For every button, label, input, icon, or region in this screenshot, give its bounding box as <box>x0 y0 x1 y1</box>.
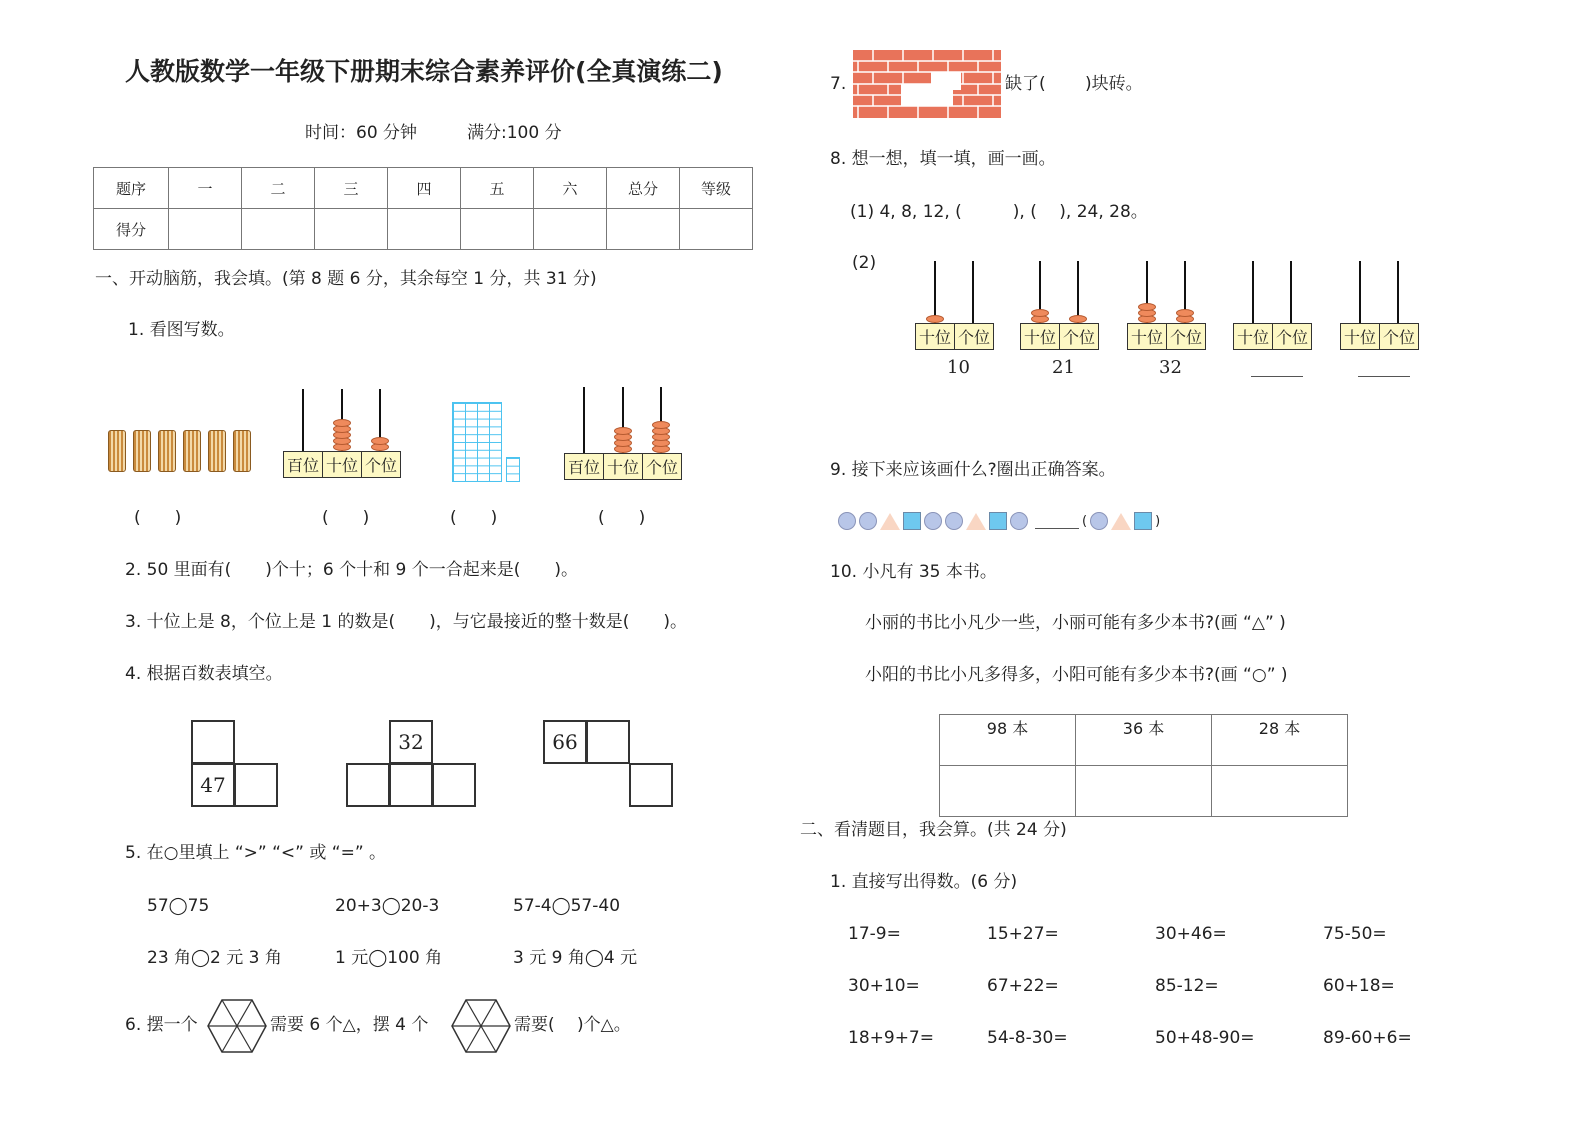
hexagon-icon <box>450 998 512 1054</box>
abacus-bead <box>371 437 389 445</box>
abacus-5 <box>1340 260 1432 350</box>
abacus-a <box>283 390 411 478</box>
place-label: 十位 <box>1021 324 1060 349</box>
abacus-bead <box>926 315 944 323</box>
place-label: 个位 <box>1383 328 1416 347</box>
arithmetic-problem[interactable]: 15+27= <box>987 924 1059 944</box>
abacus-bead <box>1031 309 1049 317</box>
draw-cell[interactable] <box>1076 766 1212 817</box>
answer-paren-1[interactable]: ( ) <box>134 508 182 528</box>
paren-close: ) <box>1155 513 1161 529</box>
place-value-base <box>1020 323 1099 350</box>
abacus-rod <box>934 261 936 323</box>
q8-part2-label: (2) <box>852 253 877 273</box>
number-cell[interactable] <box>586 720 630 764</box>
hexagon-icon <box>206 998 268 1054</box>
arithmetic-problem[interactable]: 89-60+6= <box>1323 1028 1412 1048</box>
place-label: 个位 <box>1276 328 1309 347</box>
draw-cell[interactable] <box>1212 766 1348 817</box>
place-value-base <box>1340 323 1419 350</box>
abacus-bead <box>1138 303 1156 311</box>
compare-item[interactable]: 20+3◯20-3 <box>335 896 440 916</box>
score-header: 题序 <box>94 168 169 209</box>
score-row-label: 得分 <box>94 209 169 250</box>
q8-text: 8. 想一想，填一填，画一画。 <box>830 149 1056 169</box>
place-value-base <box>915 323 994 350</box>
abacus-rod <box>1252 261 1254 323</box>
compare-item[interactable]: 57◯75 <box>147 896 210 916</box>
compare-item[interactable]: 23 角◯2 元 3 角 <box>147 948 282 968</box>
q2-text: 2. 50 里面有( )个十；6 个十和 9 个一合起来是( )。 <box>125 560 579 580</box>
place-label: 十位 <box>323 452 362 477</box>
place-label: 个位 <box>365 456 398 475</box>
q6-text-b: 需要 6 个△，摆 4 个 <box>270 1015 429 1035</box>
abacus-rod <box>1290 261 1292 323</box>
number-cell[interactable] <box>234 763 278 807</box>
abacus-3 <box>1127 260 1219 350</box>
score-header: 一 <box>169 168 242 209</box>
number-cell: 32 <box>389 720 433 764</box>
arithmetic-problem[interactable]: 67+22= <box>987 976 1059 996</box>
paren-open: ( <box>1082 513 1088 529</box>
answer-blank[interactable] <box>1251 376 1303 377</box>
stick-bundle-icon <box>158 430 176 472</box>
answer-paren-2[interactable]: ( ) <box>322 508 370 528</box>
arithmetic-problem[interactable]: 30+10= <box>848 976 920 996</box>
score-header: 五 <box>461 168 534 209</box>
abacus-bead <box>614 427 632 435</box>
stick-bundles <box>108 430 251 472</box>
abacus-rod <box>1077 261 1079 323</box>
q8-part1: (1) 4, 8, 12, ( ), ( ), 24, 28。 <box>850 202 1148 222</box>
abacus-rod <box>972 261 974 323</box>
number-cell: 47 <box>191 763 235 807</box>
circle-icon <box>924 512 942 530</box>
abacus-bead <box>333 419 351 427</box>
circle-icon <box>859 512 877 530</box>
score-table <box>93 167 753 250</box>
abacus-value: 21 <box>1052 357 1075 378</box>
q7-text: 缺了( )块砖。 <box>1005 74 1143 94</box>
time-info: 时间：60 分钟 <box>305 123 418 143</box>
circle-icon[interactable] <box>1090 512 1108 530</box>
abacus-1 <box>915 260 1007 350</box>
answer-blank[interactable] <box>1035 514 1079 529</box>
q6-text-a: 6. 摆一个 <box>125 1015 198 1035</box>
abacus-4 <box>1233 260 1325 350</box>
arithmetic-problem[interactable]: 17-9= <box>848 924 901 944</box>
q10-text: 10. 小凡有 35 本书。 <box>830 562 997 582</box>
place-label: 十位 <box>916 324 955 349</box>
abacus-b <box>564 388 698 480</box>
stick-bundle-icon <box>208 430 226 472</box>
compare-item[interactable]: 1 元◯100 角 <box>335 948 443 968</box>
q3-text: 3. 十位上是 8，个位上是 1 的数是( )，与它最接近的整十数是( )。 <box>125 612 687 632</box>
q9-text: 9. 接下来应该画什么?圈出正确答案。 <box>830 460 1116 480</box>
place-label: 十位 <box>1128 324 1167 349</box>
section-2-title: 二、看清题目，我会算。(共 24 分) <box>800 820 1067 840</box>
abacus-rod <box>302 389 304 451</box>
stick-bundle-icon <box>133 430 151 472</box>
book-option: 98 本 <box>940 715 1076 766</box>
score-cell[interactable] <box>534 209 607 250</box>
place-label: 百位 <box>284 452 323 477</box>
score-cell[interactable] <box>242 209 315 250</box>
place-label: 个位 <box>1063 328 1096 347</box>
triangle-icon[interactable] <box>1111 513 1131 530</box>
place-label: 十位 <box>604 454 643 479</box>
abacus-bead <box>1176 309 1194 317</box>
number-cell[interactable] <box>191 720 235 764</box>
books-table <box>939 714 1348 817</box>
number-cell[interactable] <box>346 763 390 807</box>
score-header: 六 <box>534 168 607 209</box>
number-cell[interactable] <box>629 763 673 807</box>
compare-item[interactable]: 57-4◯57-40 <box>513 896 621 916</box>
circle-icon <box>1010 512 1028 530</box>
grid-ones <box>506 457 520 482</box>
score-cell[interactable] <box>388 209 461 250</box>
place-value-base <box>1127 323 1206 350</box>
stick-bundle-icon <box>108 430 126 472</box>
place-value-base <box>564 453 682 480</box>
q7-number: 7. <box>830 74 847 94</box>
answer-paren-3[interactable]: ( ) <box>450 508 498 528</box>
place-label: 百位 <box>565 454 604 479</box>
abacus-value: 32 <box>1159 357 1182 378</box>
square-icon <box>989 512 1007 530</box>
score-cell[interactable] <box>607 209 680 250</box>
triangle-icon <box>880 513 900 530</box>
page-title: 人教版数学一年级下册期末综合素养评价(全真演练二) <box>125 57 723 86</box>
q1-text: 1. 看图写数。 <box>128 320 235 340</box>
q6-text-c: 需要( )个△。 <box>514 1015 631 1035</box>
abacus-rod <box>1397 261 1399 323</box>
place-value-base <box>283 451 401 478</box>
arithmetic-problem[interactable]: 54-8-30= <box>987 1028 1068 1048</box>
abacus-value: 10 <box>947 357 970 378</box>
q5-text: 5. 在○里填上 “>” “<” 或 “=” 。 <box>125 843 387 863</box>
abacus-rod <box>1359 261 1361 323</box>
stick-bundle-icon <box>233 430 251 472</box>
abacus-rod <box>583 387 585 453</box>
q10-line-1: 小丽的书比小凡少一些，小丽可能有多少本书?(画 “△” ) <box>865 613 1286 633</box>
score-cell[interactable] <box>169 209 242 250</box>
score-cell[interactable] <box>461 209 534 250</box>
score-header: 等级 <box>680 168 753 209</box>
score-header: 总分 <box>607 168 680 209</box>
triangle-icon <box>966 513 986 530</box>
stick-bundle-icon <box>183 430 201 472</box>
arithmetic-problem[interactable]: 50+48-90= <box>1155 1028 1255 1048</box>
place-value-base <box>1233 323 1312 350</box>
square-icon[interactable] <box>1134 512 1152 530</box>
score-header: 四 <box>388 168 461 209</box>
compare-item[interactable]: 3 元 9 角◯4 元 <box>513 948 638 968</box>
square-icon <box>903 512 921 530</box>
score-header: 三 <box>315 168 388 209</box>
circle-icon <box>945 512 963 530</box>
place-label: 个位 <box>958 328 991 347</box>
q10-line-2: 小阳的书比小凡多得多，小阳可能有多少本书?(画 “○” ) <box>865 665 1288 685</box>
q4-text: 4. 根据百数表填空。 <box>125 664 283 684</box>
abacus-bead <box>652 421 670 429</box>
shape-pattern <box>838 512 1160 530</box>
number-cell[interactable] <box>432 763 476 807</box>
arithmetic-problem[interactable]: 30+46= <box>1155 924 1227 944</box>
score-cell[interactable] <box>680 209 753 250</box>
circle-icon <box>838 512 856 530</box>
answer-paren-4[interactable]: ( ) <box>598 508 646 528</box>
number-cell: 66 <box>543 720 587 764</box>
book-option: 28 本 <box>1212 715 1348 766</box>
abacus-bead <box>1069 315 1087 323</box>
arithmetic-problem[interactable]: 75-50= <box>1323 924 1387 944</box>
place-label: 十位 <box>1341 324 1380 349</box>
book-option: 36 本 <box>1076 715 1212 766</box>
arithmetic-problem[interactable]: 85-12= <box>1155 976 1219 996</box>
draw-cell[interactable] <box>940 766 1076 817</box>
s2-q1-text: 1. 直接写出得数。(6 分) <box>830 872 1018 892</box>
arithmetic-problem[interactable]: 60+18= <box>1323 976 1395 996</box>
brick-wall-image <box>853 50 1001 118</box>
answer-blank[interactable] <box>1358 376 1410 377</box>
score-header: 二 <box>242 168 315 209</box>
place-label: 个位 <box>1170 328 1203 347</box>
arithmetic-problem[interactable]: 18+9+7= <box>848 1028 934 1048</box>
full-score-info: 满分:100 分 <box>467 123 562 143</box>
score-cell[interactable] <box>315 209 388 250</box>
number-cell[interactable] <box>389 763 433 807</box>
section-1-title: 一、开动脑筋，我会填。(第 8 题 6 分，其余每空 1 分，共 31 分) <box>95 269 597 289</box>
abacus-2 <box>1020 260 1112 350</box>
grid-tens <box>452 402 502 482</box>
place-label: 个位 <box>646 458 679 477</box>
place-label: 十位 <box>1234 324 1273 349</box>
